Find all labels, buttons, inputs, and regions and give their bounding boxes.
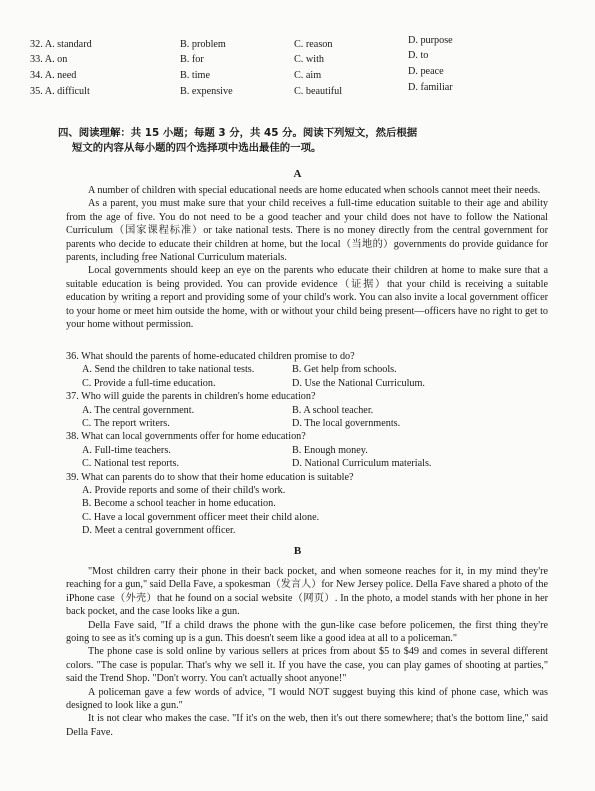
option: C. reason	[294, 39, 333, 50]
choice-d[interactable]: D. Use the National Curriculum.	[292, 377, 425, 389]
option: D. peace	[408, 66, 444, 77]
option-row-35	[30, 82, 570, 99]
choice-c[interactable]: C. Provide a full-time education.	[82, 377, 216, 389]
choice-b[interactable]: B. Get help from schools.	[292, 364, 397, 376]
option: C. with	[294, 54, 325, 65]
paragraph: It is not clear who makes the case. "If it's on the web, then it's out there somewhere; that's the bottom line," said Della Fave.	[66, 713, 548, 738]
section-title-line-1: 四、阅读理解：共 15 小题；每题 3 分，共 45 分。阅读下列短文，然后根据	[58, 127, 418, 139]
paragraph: Local governments should keep an eye on the parents who educate their children at home to make sure that a suitable education is being provided. You can provide evidence（证据）that your child is receiving a suitable education by writing a report and providing some of your child's work. You can also invite a local government officer to your home or meet him outside the home, with or without your child being present—officers have no right to get to your home without permission.	[66, 265, 548, 331]
paragraph: The phone case is sold online by various sellers at prices from about $5 to $49 and comes in several different colors. "The case is popular. That's why we sell it. If you have the case, you can play games of shooting at parties," said the Trend Shop. "Don't worry. You can't actually shoot anyone!"	[66, 646, 548, 685]
option: B. for	[180, 54, 204, 65]
choice-b[interactable]: B. A school teacher.	[292, 404, 374, 416]
option: B. expensive	[180, 86, 233, 97]
paragraph: "Most children carry their phone in their back pocket, and when someone reaches for it, in my mind they're reaching for a gun," said Della Fave, a spokesman（发言人）for New Jersey police. Della Fave shared a photo of the iPhone case（外壳）that he found on a social website（网页）. In the photo, a model stands with her phone in her back pocket, and the case looks like a gun.	[66, 566, 548, 618]
cloze-options	[30, 35, 570, 98]
option-row-34	[30, 66, 570, 83]
choice-a[interactable]: A. The central government.	[82, 404, 195, 416]
choice-c[interactable]: C. Have a local government officer meet their child alone.	[82, 511, 320, 523]
section-heading	[58, 126, 538, 156]
passage-letter-b: B	[293, 545, 302, 557]
question-37	[66, 390, 548, 430]
option: B. problem	[180, 39, 226, 50]
question-stem: 39. What can parents do to show that their home education is suitable?	[66, 471, 354, 483]
option-row-33	[30, 50, 570, 67]
question-stem: 38. What can local governments offer for home education?	[66, 431, 306, 443]
passage-b	[66, 565, 548, 739]
paragraph: As a parent, you must make sure that your child receives a full-time education suitable to their age and ability from the age of five. You do not need to be a good teacher and your child does not have to follow the National Curriculum（国家课程标准）or take national tests. There is no money directly from the central government for parents who decide to educate their children at home, but the local（当地的）governments do provide guidance for parents, including free National Curriculum materials.	[66, 198, 548, 264]
option: D. familiar	[408, 82, 453, 93]
section-title-line-2: 短文的内容从每小题的四个选择项中选出最佳的一项。	[72, 142, 322, 154]
question-stem: 37. Who will guide the parents in children's home education?	[66, 391, 316, 403]
question-stem: 36. What should the parents of home-educated children promise to do?	[66, 351, 355, 362]
question-38	[66, 430, 548, 470]
paragraph: A policeman gave a few words of advice, "I would NOT suggest buying this kind of phone case, which was designed to look like a gun."	[66, 686, 548, 712]
option: D. to	[408, 50, 429, 61]
option: B. time	[180, 70, 210, 81]
choice-d[interactable]: D. The local governments.	[292, 417, 401, 429]
option: 33. A. on	[30, 54, 68, 65]
choice-c[interactable]: C. The report writers.	[82, 417, 170, 429]
choice-row	[66, 457, 548, 470]
choice-d[interactable]: D. National Curriculum materials.	[292, 458, 432, 470]
option: 35. A. difficult	[30, 86, 90, 97]
option: C. aim	[294, 70, 322, 81]
choice-a[interactable]: A. Full-time teachers.	[82, 444, 171, 456]
paragraph: Della Fave said, "If a child draws the phone with the gun-like case before policemen, the first thing they're going to see as it's coming up is a gun. This doesn't seem like a good idea at all to a policeman."	[66, 619, 548, 645]
choice-row	[66, 444, 548, 457]
choice-row	[66, 404, 548, 417]
questions-a	[66, 350, 548, 538]
passage-a	[66, 184, 548, 331]
option: 32. A. standard	[30, 39, 92, 50]
question-36	[66, 350, 548, 390]
choice-b[interactable]: B. Become a school teacher in home education.	[82, 498, 276, 510]
choice-row	[66, 363, 548, 376]
choice-c[interactable]: C. National test reports.	[82, 458, 180, 470]
passage-letter-a: A	[293, 168, 302, 180]
choice-b[interactable]: B. Enough money.	[292, 444, 368, 456]
choice-a[interactable]: A. Send the children to take national tests.	[82, 364, 255, 376]
option: C. beautiful	[294, 86, 343, 97]
choice-row	[66, 417, 548, 430]
paragraph: A number of children with special educational needs are home educated when schools cannot meet their needs.	[88, 185, 541, 196]
option: 34. A. need	[30, 70, 77, 81]
choice-row	[66, 377, 548, 390]
option: D. purpose	[408, 35, 453, 46]
choice-a[interactable]: A. Provide reports and some of their child's work.	[82, 484, 286, 496]
choice-d[interactable]: D. Meet a central government officer.	[82, 525, 236, 537]
option-row-32	[30, 35, 570, 52]
question-39	[66, 471, 548, 538]
